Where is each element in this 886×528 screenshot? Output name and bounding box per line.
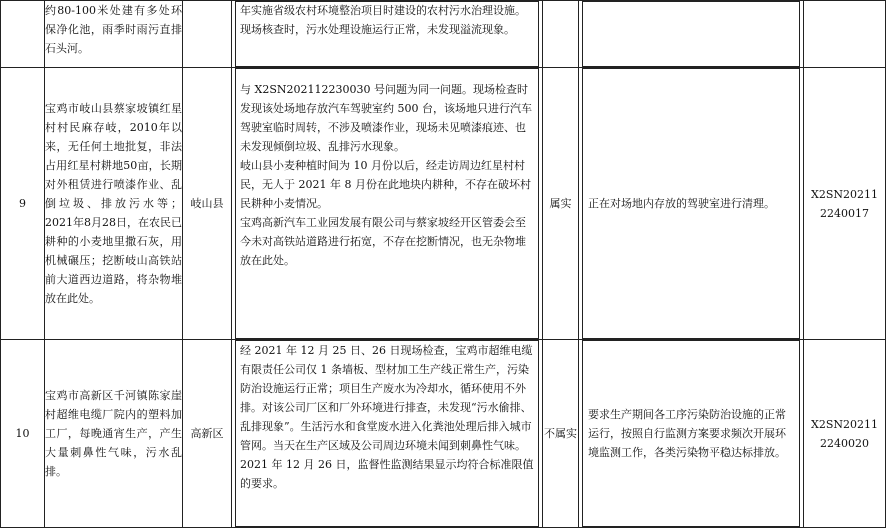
action-box bbox=[582, 1, 800, 67]
finding-box bbox=[235, 1, 539, 67]
code-cell bbox=[804, 1, 886, 68]
area-cell bbox=[183, 1, 232, 68]
verdict-cell: 属实 bbox=[543, 68, 579, 340]
table-row bbox=[1, 1, 886, 68]
finding-paragraph: 宝鸡高新汽车工业园发展有限公司与蔡家坡经开区管委会至今未对高铁站道路进行拓宽，不存在挖断情况，也无杂物堆放在此处。 bbox=[240, 216, 526, 267]
issue-text: 宝鸡市高新区千河镇陈家崖村超维电缆厂院内的塑料加工厂，每晚通宵生产，产生大量刺鼻性气味，污水乱排。 bbox=[45, 389, 182, 478]
verdict-cell: 不属实 bbox=[543, 340, 579, 528]
issue-cell bbox=[45, 340, 183, 528]
area-cell: 岐山县 bbox=[183, 68, 232, 340]
action-box bbox=[582, 68, 800, 339]
row-number-cell: 10 bbox=[1, 340, 45, 528]
area-cell: 高新区 bbox=[183, 340, 232, 528]
verdict-cell bbox=[543, 1, 579, 68]
row-number-cell: 9 bbox=[1, 68, 45, 340]
finding-box bbox=[235, 340, 539, 527]
code-text: X2SN202112240020 bbox=[811, 417, 879, 450]
finding-paragraph: 与 X2SN202112230030 号问题为同一问题。现场检查时发现该处场地存放汽车驾驶室约 500 台，该场地只进行汽车驾驶室临时周转，不涉及喷漆作业，现场未见喷漆痕迹、也未发现倾倒垃圾、乱排污水现象。 bbox=[240, 83, 532, 153]
action-cell bbox=[579, 340, 804, 528]
finding-paragraph: 经 2021 年 12 月 25 日、26 日现场检查，宝鸡市超维电缆有限责任公司仅 1 条墙板、型材加工生产线正常生产，污染防治设施运行正常；项目生产废水为冷却水，循环使用不外排。对该公司厂区和厂外环境进行排查，未发现“污水偷排、乱排现象”。生活污水和食堂废水进入化粪池处理后排入城市管网。当天在生产区域及公司周边环境未闻到刺鼻性气味。2021 年 12 月 26 日，监督性监测结果显示均符合标准限值的要求。 bbox=[240, 344, 534, 490]
action-cell bbox=[579, 68, 804, 340]
action-cell bbox=[579, 1, 804, 68]
code-cell bbox=[804, 340, 886, 528]
row-number-cell bbox=[1, 1, 45, 68]
issue-text: 约80-100米处建有多处环保净化池，雨季时雨污直排石头河。 bbox=[45, 4, 182, 55]
action-text: 要求生产期间各工序污染防治设施的正常运行，按照自行监测方案要求频次开展环境监测工作，各类污染物平稳达标排放。 bbox=[588, 408, 787, 459]
table-row bbox=[1, 68, 886, 340]
action-box bbox=[582, 340, 800, 527]
finding-cell bbox=[232, 340, 543, 528]
issue-cell bbox=[45, 1, 183, 68]
table-row bbox=[1, 340, 886, 528]
issue-text: 宝鸡市岐山县蔡家坡镇红星村村民麻存岐，2010年以来，无任何土地批复，非法占用红星村耕地50亩，长期对外租赁进行喷漆作业、乱倒垃圾、排放污水等；2021年8月28日，在农民已耕种的小麦地里撒石灰，用机械碾压；挖断岐山高铁站前大道西边道路，将杂物堆放在此处。 bbox=[45, 102, 182, 305]
issue-cell bbox=[45, 68, 183, 340]
action-text: 正在对场地内存放的驾驶室进行清理。 bbox=[588, 197, 776, 210]
code-text: X2SN202112240017 bbox=[811, 187, 879, 220]
code-cell bbox=[804, 68, 886, 340]
finding-box bbox=[235, 68, 539, 339]
finding-paragraph: 岐山县小麦种植时间为 10 月份以后，经走访周边红星村村民，无人于 2021 年 8 月份在此地块内耕种，不存在破坏村民耕种小麦情况。 bbox=[240, 159, 531, 210]
finding-paragraph: 年实施省级农村环境整治项目时建设的农村污水治理设施。现场核查时，污水处理设施运行正常，未发现溢流现象。 bbox=[240, 4, 526, 36]
finding-cell bbox=[232, 68, 543, 340]
finding-cell bbox=[232, 1, 543, 68]
